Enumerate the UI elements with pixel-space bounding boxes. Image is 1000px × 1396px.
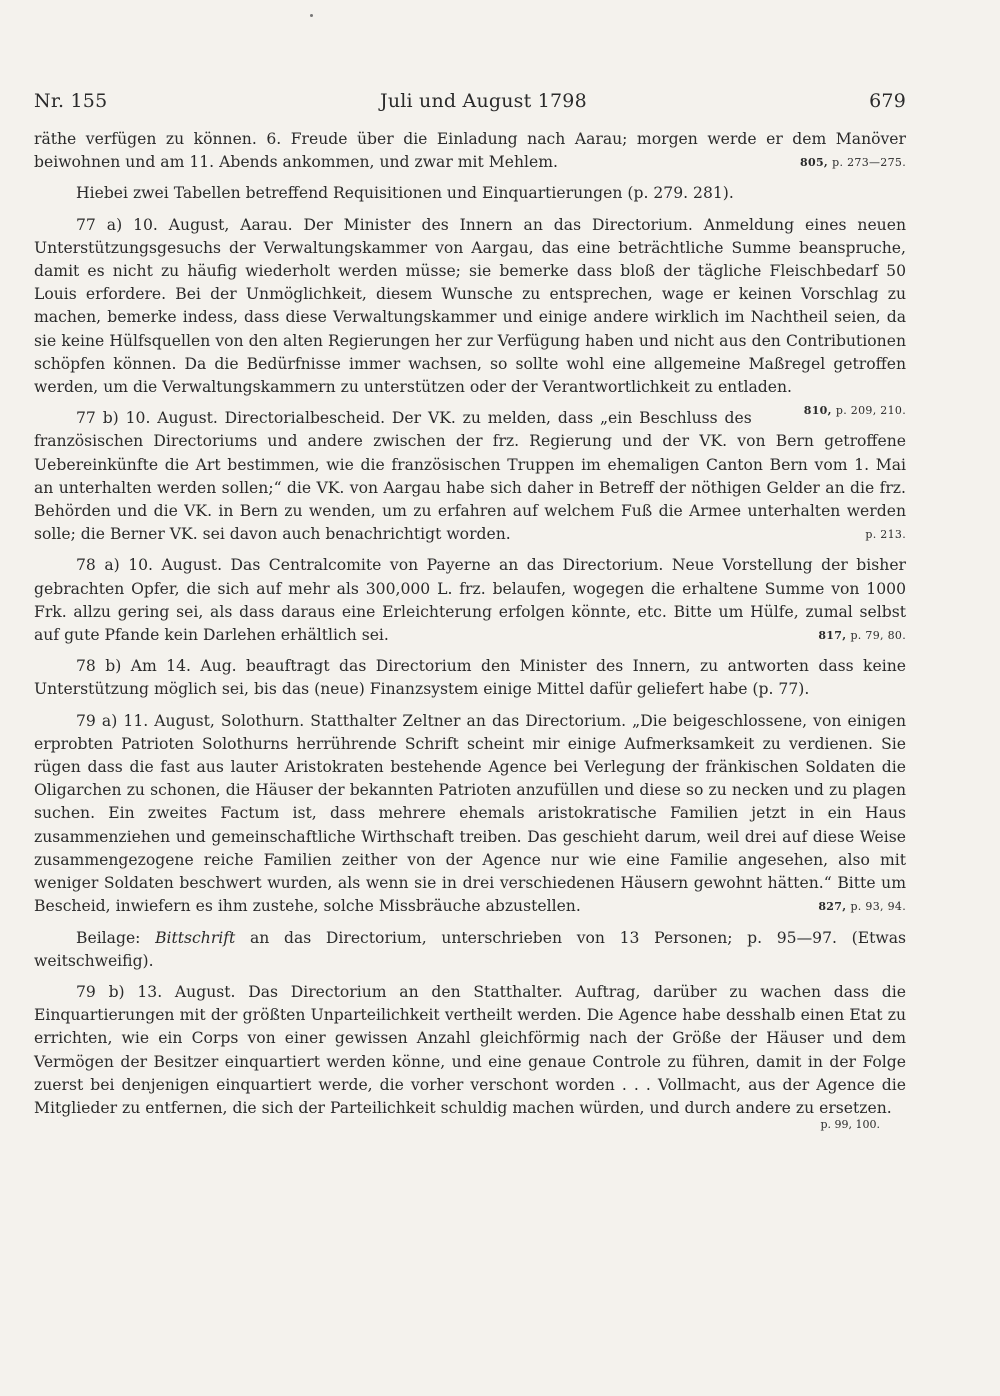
source-reference xyxy=(776,624,906,647)
document-body xyxy=(34,128,906,1134)
date-range-heading: Juli und August 1798 xyxy=(380,90,587,112)
page-number: 679 xyxy=(869,90,906,112)
paragraph-text: 79 b) 13. August. Das Directorium an den Statthalter. Auftrag, darüber zu wachen dass die Einquartierungen mit der größten Unparteilichkeit vertheilt werden. Die Agence habe desshalb einen Etat zu errichten, wie ein Corps von einer gewissen Anzahl gleichförmig nach der Größe der Häuser und dem Vermögen der Besitzer einquartiert werden könne, und eine genaue Controle zu führen, damit in der Folge zuerst bei denjenigen einquartiert werde, die vorher verschont worden . . . Vollmacht, aus der Agence die Mitglieder zu entfernen, die sich der Parteilichkeit schuldig machen würden, und durch andere zu ersetzen. xyxy=(34,982,906,1117)
paragraph-text: 78 b) Am 14. Aug. beauftragt das Directorium den Minister des Innern, zu antworten dass keine Unterstützung möglich sei, bis das (neue) Finanzsystem einige Mittel dafür geliefert habe (p. 77). xyxy=(34,657,906,699)
paragraph-79b xyxy=(34,981,906,1120)
reference-pages: p. 93, 94. xyxy=(850,900,906,914)
paragraph-78b xyxy=(34,655,906,701)
paragraph-77b xyxy=(34,407,906,546)
paragraph-78a xyxy=(34,554,906,647)
reference-number: 810, xyxy=(803,404,832,418)
reference-pages: p. 273—275. xyxy=(832,156,906,170)
reference-pages: p. 79, 80. xyxy=(850,629,906,643)
reference-pages: p. 99, 100. xyxy=(820,1118,880,1132)
paragraph-text: 77 b) 10. August. Directorialbescheid. Der VK. zu melden, dass „ein Beschluss des französischen Directoriums und andere zwischen der frz. Regierung und der VK. von Bern getroffene Uebereinkünfte die Art bestimmen, wie die französischen Truppen im ehemaligen Canton Bern vom 1. Mai an unterhalten werden sollen;“ die VK. von Aargau habe sich daher in Betreff der nöthigen Gelder an die frz. Behörden und die VK. in Bern zu wenden, um zu erfahren auf welchem Fuß die Armee unterhalten werden solle; die Berner VK. sei davon auch benachrichtigt worden. xyxy=(34,409,906,544)
paragraph-text: räthe verfügen zu können. 6. Freude über die Einladung nach Aarau; morgen werde er dem Manöver beiwohnen und am 11. Abends ankommen, und zwar mit Mehlem. xyxy=(34,130,906,172)
reference-number: 817, xyxy=(818,629,847,643)
reference-number: 827, xyxy=(818,900,847,914)
paragraph-79a xyxy=(34,710,906,919)
beilage-prefix: Beilage: xyxy=(76,928,156,947)
reference-pages: p. 209, 210. xyxy=(835,404,906,418)
beilage-title: Bittschrift xyxy=(155,928,236,947)
source-reference xyxy=(762,399,906,422)
print-speck xyxy=(310,14,313,17)
running-head xyxy=(34,90,906,116)
reference-pages: p. 213. xyxy=(865,528,906,542)
paragraph-text: 79 a) 11. August, Solothurn. Statthalter Zeltner an das Directorium. „Die beigeschlossene, von einigen erprobten Patrioten Solothurns herrührende Schrift scheint mir einige Aufmerksamkeit zu verdienen. Sie rügen dass die fast aus lauter Aristokraten bestehende Agence bei Verlegung der fränkischen Soldaten die Oligarchen zu schonen, die Häuser der bekannten Patrioten anzufüllen und diese so zu necken und zu plagen suchen. Ein zweites Factum ist, dass mehrere ehemals aristokratische Familien jetzt in ein Haus zusammenziehen und gemeinschaftliche Wirthschaft treiben. Das geschieht darum, weil drei auf diese Weise zusammengezogene reiche Familien zeither von der Agence nur wie eine Familie angesehen, also mit weniger Soldaten beschwert wurden, als wenn sie in drei verschiedenen Häusern gewohnt hätten.“ Bitte um Bescheid, inwiefern es ihm zustehe, solche Missbräuche abzustellen. xyxy=(34,711,906,916)
paragraph-text: Hiebei zwei Tabellen betreffend Requisitionen und Einquartierungen (p. 279. 281). xyxy=(76,184,734,203)
source-reference xyxy=(823,523,906,546)
paragraph-tables-note xyxy=(34,182,906,205)
source-reference xyxy=(776,895,906,918)
paragraph-text: 78 a) 10. August. Das Centralcomite von Payerne an das Directorium. Neue Vorstellung der bisher gebrachten Opfer, die sich auf mehr als 300,000 L. frz. belaufen, wogegen die erhaltene Summe von 1000 Frk. allzu gering sei, als dass daraus eine Erleichterung erfolgen könnte, etc. Bitte um Hülfe, zumal selbst auf gute Pfande kein Darlehen erhältlich sei. xyxy=(34,556,906,645)
paragraph-text: 77 a) 10. August, Aarau. Der Minister des Innern an das Directorium. Anmeldung eines neuen Unterstützungsgesuchs der Verwaltungskammer von Aargau, das eine beträchtliche Summe beanspruche, damit es nicht zu häufig wiederholt werden müsse; sie bemerke dass bloß der tägliche Fleischbedarf 50 Louis erfordere. Bei der Unmöglichkeit, diesem Wunsche zu entsprechen, wage er keinen Vorschlag zu machen, bemerke indess, dass diese Verwaltungskammer und einige andere wirklich im Nachtheil seien, da sie keine Hülfsquellen von den alten Regierungen her zur Verfügung haben und nicht aus den Contributionen schöpfen können. Da die Bedürfnisse immer wachsen, so sollte wohl eine allgemeine Maßregel getroffen werden, um die Verwaltungskammern zu unterstützen oder der Verantwortlichkeit zu entladen. xyxy=(34,215,906,397)
reference-number: 805, xyxy=(800,156,829,170)
paragraph-77a xyxy=(34,214,906,418)
paragraph-805 xyxy=(34,128,906,174)
paragraph-text: an das Directorium, unterschrieben von 13 Personen; p. 95—97. (Etwas weitschweifig). xyxy=(34,928,906,970)
document-number: Nr. 155 xyxy=(34,90,108,112)
paragraph-beilage xyxy=(34,927,906,973)
source-reference xyxy=(800,151,906,174)
